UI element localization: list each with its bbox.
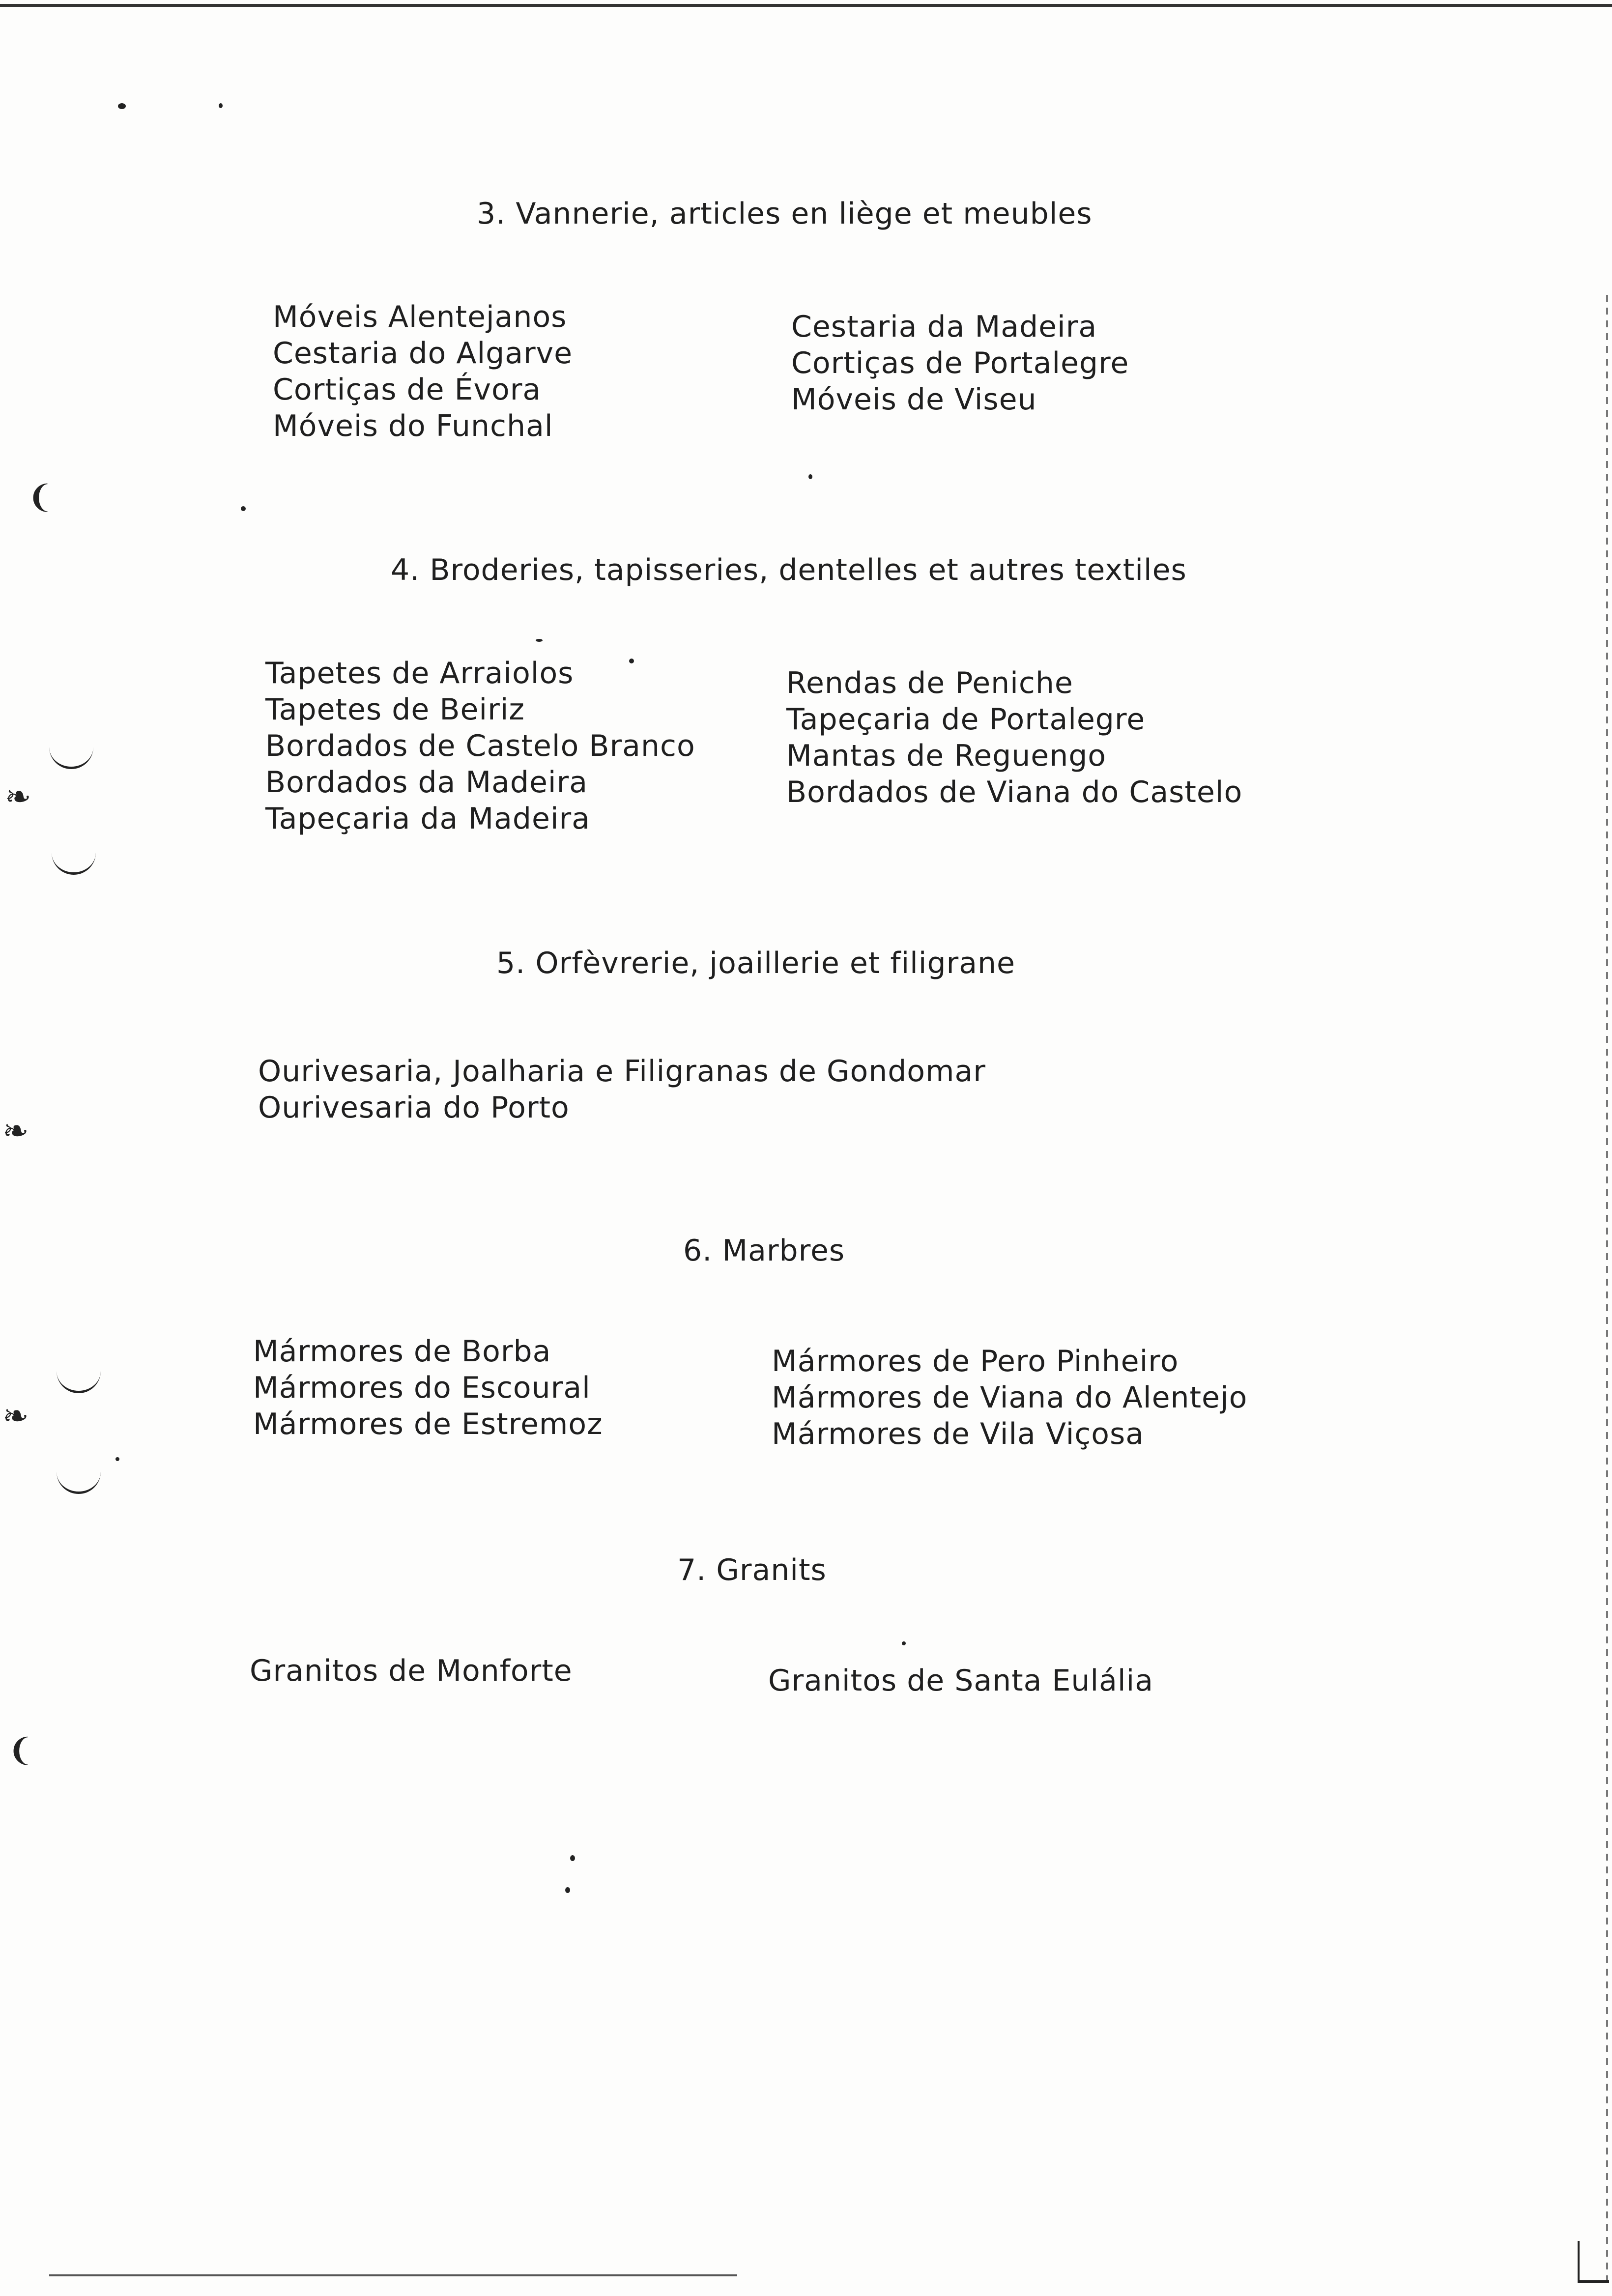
speck xyxy=(241,506,246,511)
section-4-heading: 4. Broderies, tapisseries, dentelles et autres textiles xyxy=(391,553,1187,587)
margin-scribble-icon: ❧ xyxy=(2,1398,29,1435)
list-item: Ourivesaria do Porto xyxy=(258,1091,570,1125)
list-item: Granitos de Monforte xyxy=(250,1654,573,1688)
corner-scan-mark xyxy=(1578,2241,1609,2283)
section-7-right-list xyxy=(768,1663,1153,1699)
list-item: Mármores de Pero Pinheiro xyxy=(772,1344,1179,1378)
list-item: Tapeçaria da Madeira xyxy=(265,802,590,836)
list-item: Móveis do Funchal xyxy=(273,409,553,443)
speck xyxy=(118,103,126,109)
list-item: Tapetes de Beiriz xyxy=(265,692,525,727)
section-5-heading: 5. Orfèvrerie, joaillerie et filigrane xyxy=(496,946,1015,980)
section-6-right-list xyxy=(772,1343,1247,1452)
list-item: Mármores de Borba xyxy=(253,1334,551,1369)
list-item: Mantas de Reguengo xyxy=(786,739,1107,773)
list-item: Bordados da Madeira xyxy=(265,765,588,800)
list-item: Mármores de Vila Viçosa xyxy=(772,1417,1144,1451)
margin-arc-icon xyxy=(57,1371,101,1393)
margin-scribble-icon: ❨ xyxy=(27,479,54,516)
list-item: Bordados de Castelo Branco xyxy=(265,729,695,763)
speck xyxy=(570,1855,575,1861)
list-item: Móveis de Viseu xyxy=(791,382,1037,417)
speck xyxy=(565,1887,570,1893)
speck xyxy=(902,1641,906,1645)
list-item: Cortiças de Évora xyxy=(273,373,542,407)
list-item: Móveis Alentejanos xyxy=(273,300,567,334)
section-4-left-list xyxy=(265,655,695,837)
section-3-left-list xyxy=(273,299,573,444)
section-6-left-list xyxy=(253,1333,603,1442)
top-rule xyxy=(0,4,1612,7)
margin-arc-icon xyxy=(52,853,96,875)
list-item: Cestaria do Algarve xyxy=(273,336,573,371)
margin-scribble-icon: ❧ xyxy=(5,779,31,815)
list-item: Mármores de Viana do Alentejo xyxy=(772,1380,1248,1415)
list-item: Cortiças de Portalegre xyxy=(791,346,1129,380)
speck xyxy=(808,474,812,479)
list-item: Bordados de Viana do Castelo xyxy=(786,775,1243,809)
list-item: Tapeçaria de Portalegre xyxy=(786,702,1146,737)
section-3-right-list xyxy=(791,309,1129,418)
margin-arc-icon xyxy=(57,1472,101,1494)
section-3-heading: 3. Vannerie, articles en liège et meubles xyxy=(477,197,1093,231)
list-item: Mármores de Estremoz xyxy=(253,1407,603,1441)
margin-scribble-icon: ❧ xyxy=(2,1113,29,1149)
speck xyxy=(115,1457,119,1461)
list-item: Tapetes de Arraiolos xyxy=(265,656,574,690)
section-4-right-list xyxy=(786,665,1242,810)
list-item: Cestaria da Madeira xyxy=(791,310,1097,344)
section-7-left-list xyxy=(250,1653,573,1689)
section-7-heading: 7. Granits xyxy=(677,1553,827,1587)
section-6-heading: 6. Marbres xyxy=(683,1234,845,1268)
bottom-rule xyxy=(49,2274,737,2276)
margin-arc-icon xyxy=(49,747,93,769)
list-item: Mármores do Escoural xyxy=(253,1371,591,1405)
margin-scribble-icon: ❨ xyxy=(7,1732,34,1769)
speck xyxy=(536,639,543,642)
list-item: Ourivesaria, Joalharia e Filigranas de Gondomar xyxy=(258,1054,986,1089)
section-5-left-list xyxy=(258,1053,986,1126)
speck xyxy=(629,659,634,663)
list-item: Rendas de Peniche xyxy=(786,666,1073,700)
right-edge-scan-artifact xyxy=(1606,295,1608,2285)
list-item: Granitos de Santa Eulália xyxy=(768,1664,1153,1698)
speck xyxy=(219,103,223,108)
